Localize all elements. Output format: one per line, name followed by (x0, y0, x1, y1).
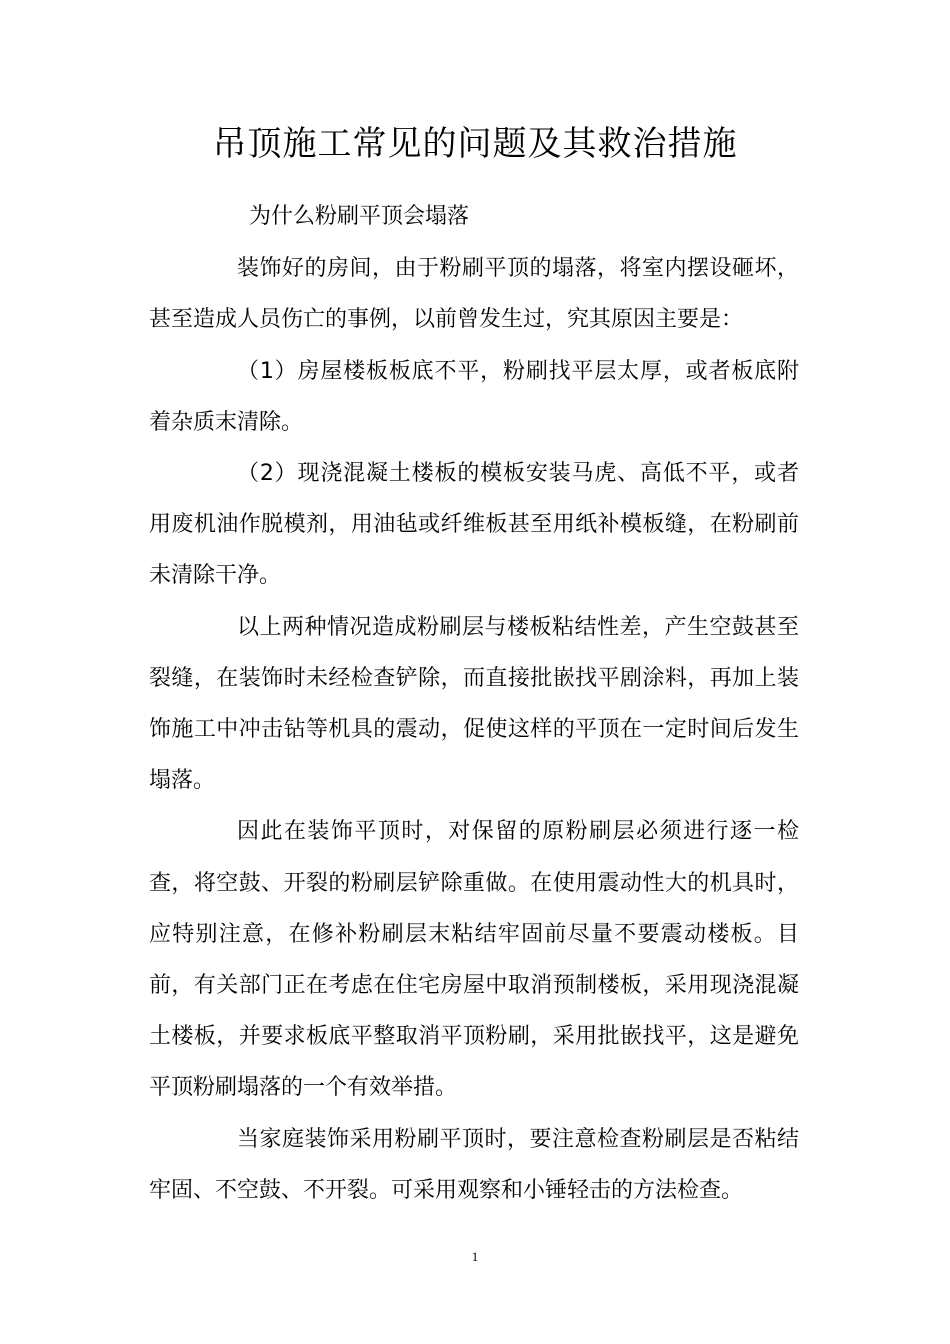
document-body (149, 191, 799, 1216)
paragraph-cause-1: （1）房屋楼板板底不平，粉刷找平层太厚，或者板底附着杂质末清除。 (149, 358, 799, 435)
page-number: 1 (471, 1249, 479, 1264)
document-title: 吊顶施工常见的问题及其救治措施 (212, 124, 738, 164)
section-heading: 为什么粉刷平顶会塌落 (249, 204, 470, 229)
paragraph-measures: 因此在装饰平顶时，对保留的原粉刷层必须进行逐一检查，将空鼓、开裂的粉刷层铲除重做。在使用震动性大的机具时，应特别注意，在修补粉刷层末粘结牢固前尽量不要震动楼板。目前，有关部门正在考虑在住宅房屋中取消预制楼板，采用现浇混凝土楼板，并要求板底平整取消平顶粉刷，采用批嵌找平，这是避免平顶粉刷塌落的一个有效举措。 (149, 819, 799, 1101)
paragraph-cause-2: （2）现浇混凝土楼板的模板安装马虎、高低不平，或者用废机油作脱模剂，用油毡或纤维板甚至用纸补模板缝，在粉刷前未清除干净。 (149, 461, 799, 589)
paragraph-inspection: 当家庭装饰采用粉刷平顶时，要注意检查粉刷层是否粘结牢固、不空鼓、不开裂。可采用观察和小锤轻击的方法检查。 (149, 1126, 799, 1203)
paragraph-consequence: 以上两种情况造成粉刷层与楼板粘结性差，产生空鼓甚至裂缝，在装饰时未经检查铲除，而直接批嵌找平剧涂料，再加上装饰施工中冲击钻等机具的震动，促使这样的平顶在一定时间后发生塌落。 (149, 614, 799, 794)
paragraph-intro: 装饰好的房间，由于粉刷平顶的塌落，将室内摆设砸坏，甚至造成人员伤亡的事例，以前曾发生过，究其原因主要是： (149, 256, 799, 333)
